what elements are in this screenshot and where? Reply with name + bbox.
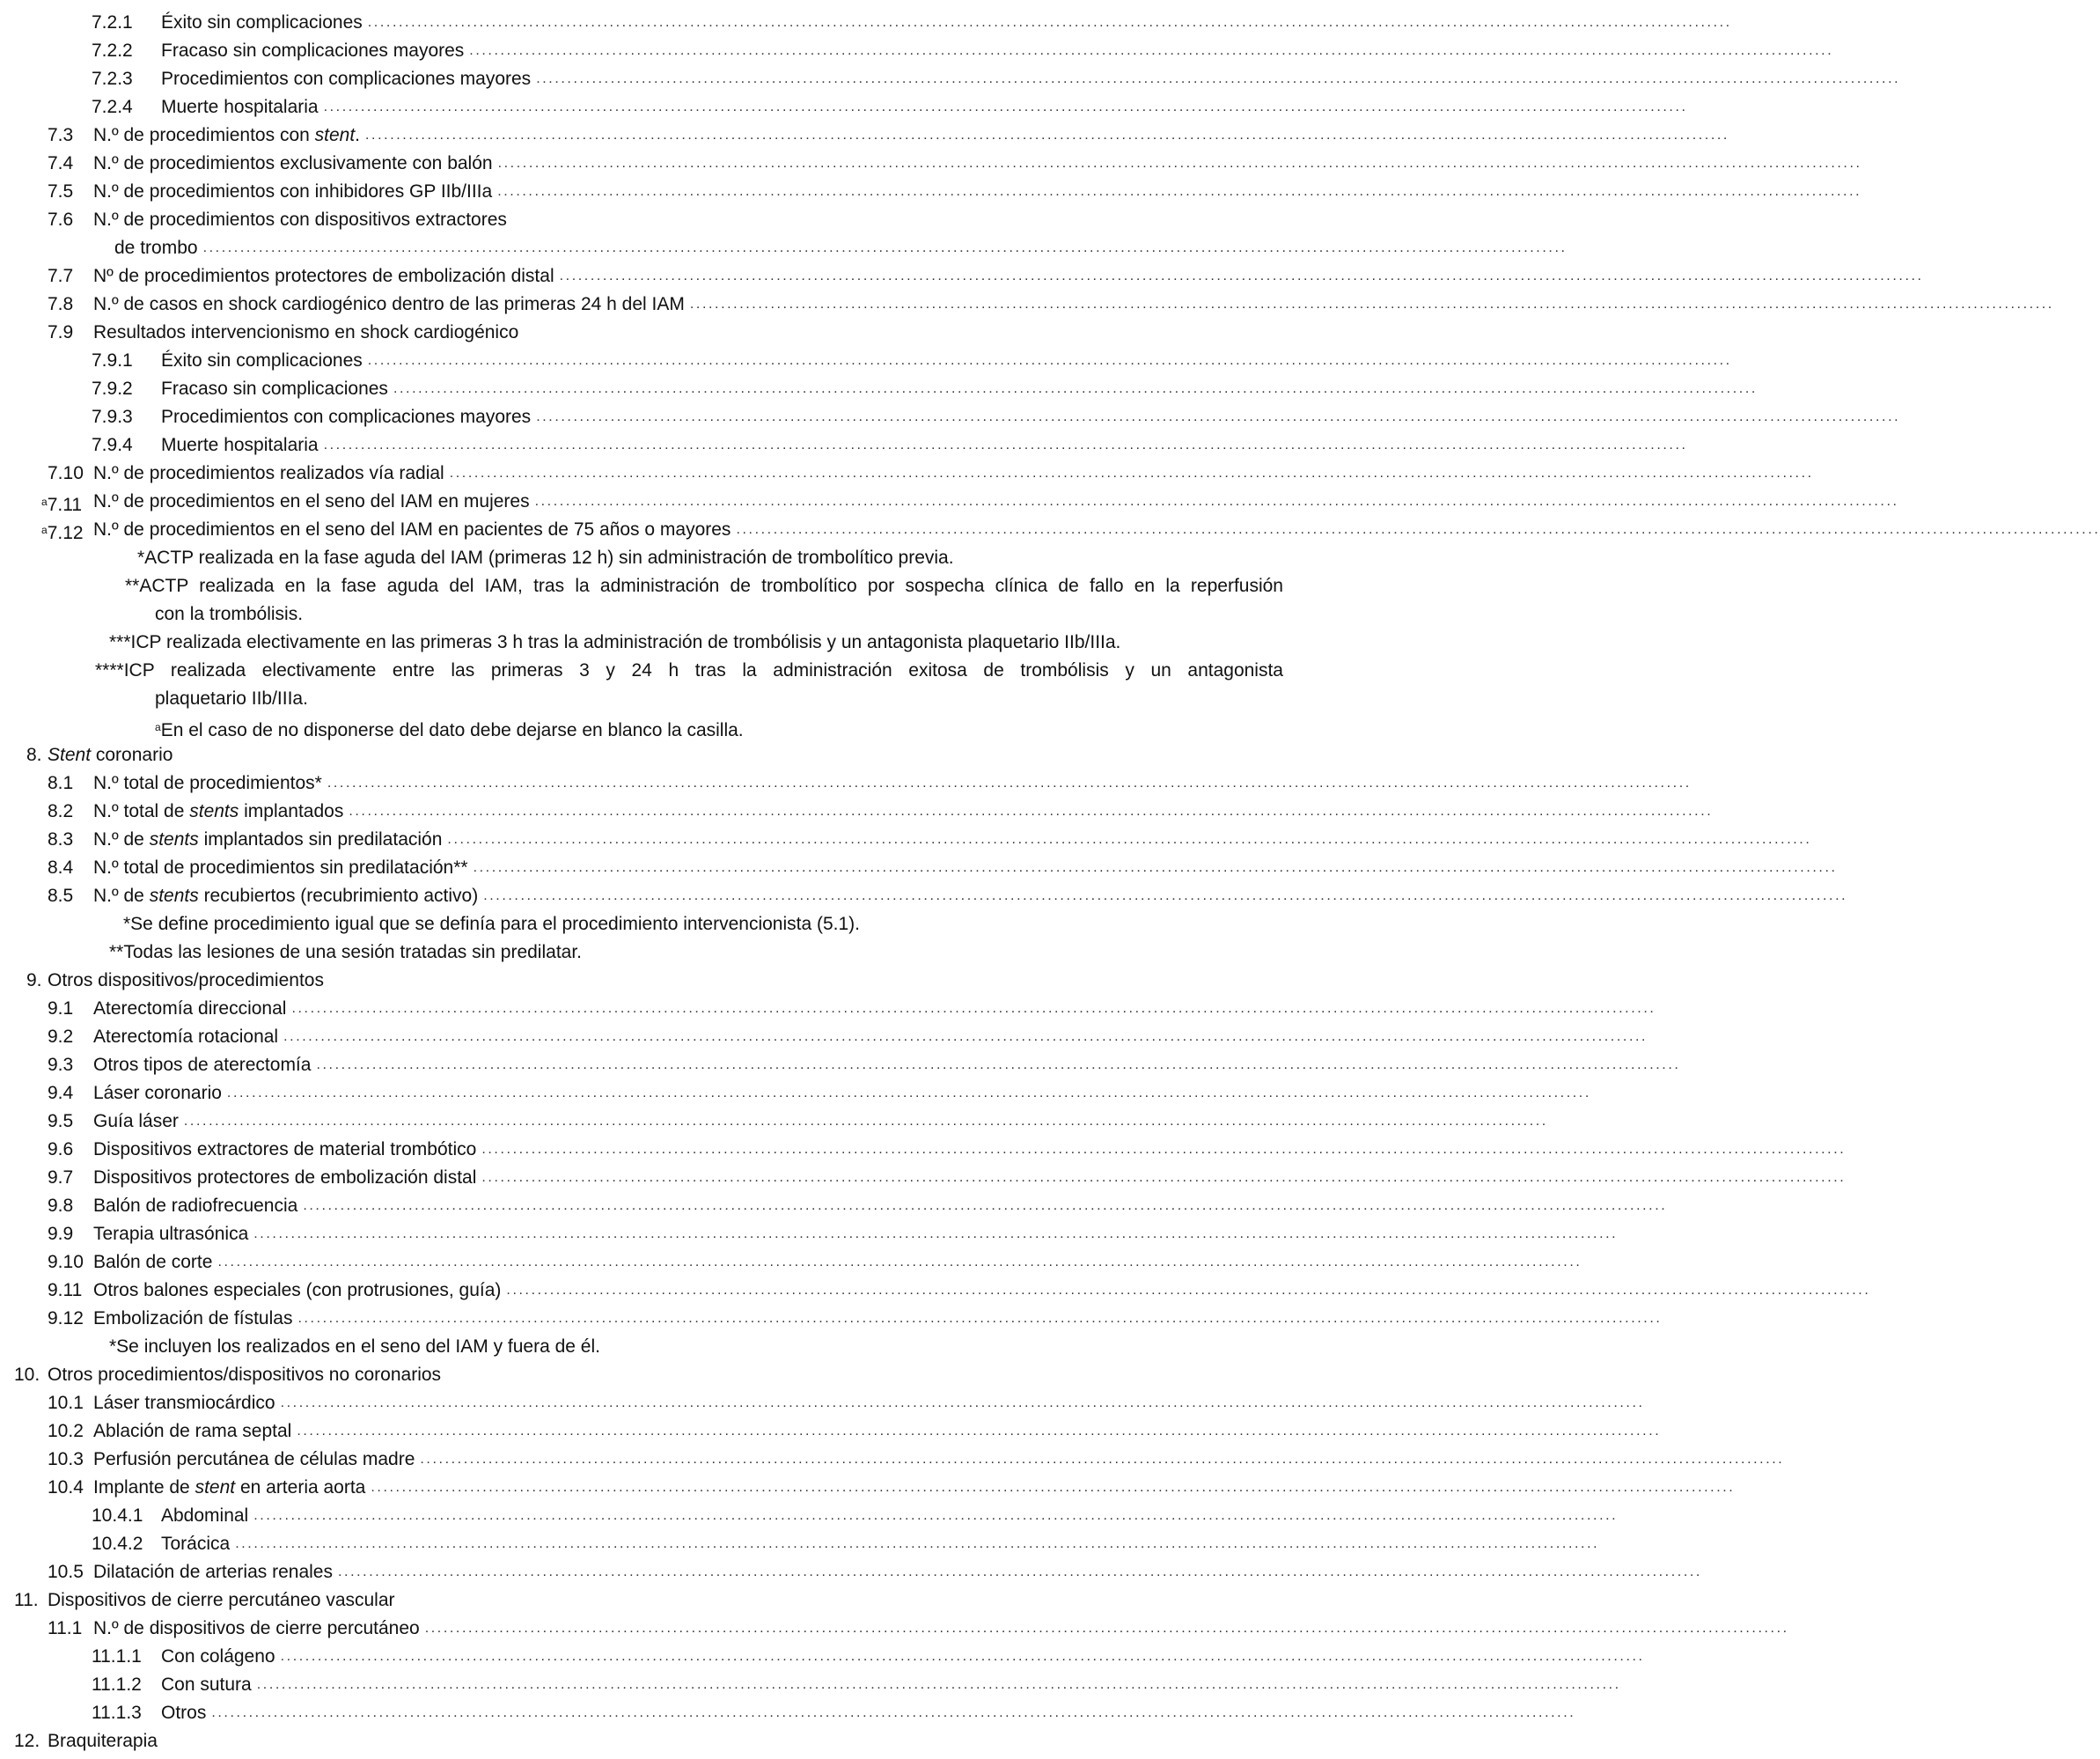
- item-number: 7.4: [48, 153, 74, 173]
- footnote-text: **ACTP realizada en la fase aguda del IAM, tras la administración de trombolítico por sospecha clínica de fallo en la reperfusión: [125, 576, 1283, 596]
- dot-leader: ............................................................................................................................................................................................................................: [367, 15, 1732, 30]
- dot-leader: ............................................................................................................................................................................................................................: [689, 297, 2054, 312]
- list-item: [0, 1220, 1619, 1248]
- item-number: 9.1: [48, 998, 74, 1019]
- item-label: Dispositivos extractores de material trombótico: [93, 1139, 477, 1159]
- dot-leader: ............................................................................................................................................................................................................................: [367, 353, 1732, 368]
- item-label: Otros tipos de aterectomía: [93, 1055, 312, 1075]
- dot-leader: ............................................................................................................................................................................................................................: [280, 1395, 1645, 1410]
- list-item: [0, 1305, 1663, 1333]
- item-number: 8.1: [48, 773, 74, 793]
- dot-leader: ............................................................................................................................................................................................................................: [337, 1564, 1702, 1579]
- section-title: Otros procedimientos/dispositivos no coronarios: [48, 1365, 442, 1385]
- item-number: 7.7: [48, 266, 74, 286]
- dot-leader: ............................................................................................................................................................................................................................: [217, 1255, 1582, 1270]
- list-item-continuation: [0, 234, 1568, 262]
- dot-leader: ............................................................................................................................................................................................................................: [483, 888, 1848, 903]
- list-item: [0, 1699, 1576, 1727]
- dot-leader: ............................................................................................................................................................................................................................: [497, 184, 1862, 199]
- section-number: 9.: [26, 970, 42, 990]
- dot-leader: ............................................................................................................................................................................................................................: [473, 860, 1838, 875]
- section-title: Dispositivos de cierre percutáneo vascular: [48, 1590, 395, 1610]
- list-item: [0, 1446, 1785, 1474]
- item-number: 9.4: [48, 1083, 74, 1103]
- footnote-text: *ACTP realizada en la fase aguda del IAM (primeras 12 h) sin administración de trombolítico previa.: [137, 548, 954, 568]
- item-number: 7.2.4: [92, 97, 133, 117]
- item-label: N.º total de procedimientos sin predilatación**: [93, 857, 468, 878]
- item-number: 7.10: [48, 463, 84, 483]
- item-label: Resultados intervencionismo en shock cardiogénico: [93, 322, 519, 342]
- dot-leader: ............................................................................................................................................................................................................................: [534, 494, 1899, 509]
- list-item: [0, 1192, 1668, 1220]
- item-label: N.º de procedimientos en el seno del IAM en mujeres: [93, 491, 530, 512]
- section-number: 8.: [26, 745, 42, 765]
- item-number: 9.11: [48, 1280, 83, 1300]
- dot-leader: ............................................................................................................................................................................................................................: [469, 43, 1834, 58]
- section-number: 10.: [14, 1365, 40, 1385]
- dot-leader: ............................................................................................................................................................................................................................: [323, 99, 1688, 114]
- item-number: 11.1.3: [92, 1703, 142, 1723]
- dot-leader: ............................................................................................................................................................................................................................: [202, 240, 1568, 255]
- item-number: 8.2: [48, 801, 74, 821]
- list-item: [0, 347, 1732, 375]
- dot-leader: ............................................................................................................................................................................................................................: [280, 1649, 1645, 1664]
- item-number: 9.5: [48, 1111, 74, 1131]
- list-item: [0, 995, 1656, 1023]
- dot-leader: ............................................................................................................................................................................................................................: [736, 522, 2100, 537]
- section-title: Stent coronario: [48, 745, 173, 765]
- item-label: Otros: [161, 1703, 207, 1723]
- footnote-text: con la trombólisis.: [155, 604, 304, 624]
- list-item: [0, 9, 1732, 37]
- dot-leader: ............................................................................................................................................................................................................................: [235, 1536, 1600, 1551]
- list-item: [0, 1023, 1648, 1051]
- item-label: Éxito sin complicaciones: [161, 12, 363, 33]
- footnote: [0, 1333, 1301, 1361]
- list-item: [0, 37, 1834, 65]
- item-label: Implante de stent en arteria aorta: [93, 1477, 366, 1498]
- item-label: N.º de procedimientos con dispositivos extractores: [93, 210, 507, 230]
- item-label: Procedimientos con complicaciones mayores: [161, 69, 532, 89]
- dot-leader: ............................................................................................................................................................................................................................: [420, 1452, 1785, 1467]
- item-label: N.º de casos en shock cardiogénico dentro de las primeras 24 h del IAM: [93, 294, 685, 314]
- section-heading: [0, 741, 1301, 769]
- list-item: [0, 1389, 1645, 1417]
- dot-leader: ............................................................................................................................................................................................................................: [449, 466, 1814, 481]
- list-item: [0, 1051, 1681, 1079]
- section-number: 11.: [14, 1590, 39, 1610]
- item-number: 7.2.3: [92, 69, 133, 89]
- item-label: de trombo: [114, 238, 198, 258]
- list-item: [0, 1502, 1619, 1530]
- dot-leader: ............................................................................................................................................................................................................................: [497, 156, 1862, 171]
- list-item: [0, 1558, 1702, 1586]
- dot-leader: ............................................................................................................................................................................................................................: [323, 438, 1688, 453]
- section-title: Otros dispositivos/procedimientos: [48, 970, 324, 990]
- footnote-text: ***ICP realizada electivamente en las primeras 3 h tras la administración de trombólisis y un antagonista plaquetario IIb/IIIa.: [109, 632, 1121, 652]
- item-number: 11.1: [48, 1618, 83, 1638]
- list-item: [0, 150, 1862, 178]
- dot-leader: ............................................................................................................................................................................................................................: [447, 832, 1812, 847]
- item-label: Éxito sin complicaciones: [161, 350, 363, 371]
- item-number: 9.7: [48, 1167, 74, 1188]
- list-item: [0, 882, 1848, 910]
- list-item: [0, 1643, 1645, 1671]
- list-item: [0, 319, 1301, 347]
- item-label: Con sutura: [161, 1674, 252, 1695]
- list-item: [0, 206, 1301, 234]
- footnote-text: **Todas las lesiones de una sesión tratadas sin predilatar.: [109, 942, 582, 962]
- item-label: Aterectomía direccional: [93, 998, 287, 1019]
- item-number: 7.3: [48, 125, 74, 145]
- item-label: N.º de procedimientos realizados vía radial: [93, 463, 444, 483]
- dot-leader: ............................................................................................................................................................................................................................: [183, 1114, 1548, 1129]
- footnote: [0, 713, 1301, 741]
- item-label: N.º de procedimientos en el seno del IAM en pacientes de 75 años o mayores: [93, 519, 731, 540]
- section-heading: [0, 1586, 1301, 1615]
- item-number: 10.1: [48, 1393, 84, 1413]
- footnote-continuation: [0, 600, 1301, 629]
- item-label: Nº de procedimientos protectores de embolización distal: [93, 266, 554, 286]
- footnote-text: ****ICP realizada electivamente entre las primeras 3 y 24 h tras la administración exitosa de trombólisis y un antagonista: [95, 660, 1283, 681]
- dot-leader: ............................................................................................................................................................................................................................: [316, 1057, 1681, 1072]
- dot-leader: ............................................................................................................................................................................................................................: [211, 1705, 1576, 1720]
- item-label: Otros balones especiales (con protrusiones, guía): [93, 1280, 502, 1300]
- list-item: [0, 1248, 1582, 1277]
- item-label: N.º total de procedimientos*: [93, 773, 322, 793]
- list-item: [0, 488, 1899, 516]
- item-number: $^a$7.12: [41, 523, 84, 543]
- section-heading: [0, 967, 1301, 995]
- item-label: Fracaso sin complicaciones: [161, 379, 388, 399]
- list-item: [0, 65, 1901, 93]
- item-number: 7.9.1: [92, 350, 133, 371]
- item-number: 10.4.2: [92, 1534, 143, 1554]
- dot-leader: ............................................................................................................................................................................................................................: [481, 1170, 1847, 1185]
- dot-leader: ............................................................................................................................................................................................................................: [424, 1621, 1789, 1636]
- list-item: [0, 1474, 1736, 1502]
- item-number: 7.9.3: [92, 407, 133, 427]
- dot-leader: ............................................................................................................................................................................................................................: [481, 1142, 1847, 1157]
- list-item: [0, 854, 1838, 882]
- dot-leader: ............................................................................................................................................................................................................................: [226, 1086, 1591, 1100]
- list-item: [0, 1417, 1662, 1446]
- footnote-text: plaquetario IIb/IIIa.: [155, 688, 308, 709]
- dot-leader: ............................................................................................................................................................................................................................: [536, 71, 1901, 86]
- list-item: [0, 1079, 1591, 1108]
- dot-leader: ............................................................................................................................................................................................................................: [303, 1198, 1668, 1213]
- item-number: 10.4: [48, 1477, 84, 1498]
- footnote: [0, 657, 1301, 685]
- dot-leader: ............................................................................................................................................................................................................................: [291, 1001, 1656, 1016]
- dot-leader: ............................................................................................................................................................................................................................: [297, 1311, 1663, 1326]
- dot-leader: ............................................................................................................................................................................................................................: [327, 776, 1692, 791]
- item-label: Torácica: [161, 1534, 231, 1554]
- item-number: 10.3: [48, 1449, 84, 1469]
- list-item: [0, 375, 1758, 403]
- section-heading: [0, 1727, 1301, 1755]
- item-label: N.º de procedimientos exclusivamente con balón: [93, 153, 493, 173]
- item-number: 7.6: [48, 210, 74, 230]
- item-label: Fracaso sin complicaciones mayores: [161, 40, 465, 61]
- footnote: [0, 572, 1301, 600]
- list-item: [0, 431, 1688, 460]
- item-number: 7.2.1: [92, 12, 133, 33]
- item-label: N.º de procedimientos con stent.: [93, 125, 361, 145]
- dot-leader: ............................................................................................................................................................................................................................: [371, 1480, 1736, 1495]
- list-item: [0, 1108, 1548, 1136]
- item-label: Balón de radiofrecuencia: [93, 1196, 298, 1216]
- item-number: 7.9.4: [92, 435, 133, 455]
- dot-leader: ............................................................................................................................................................................................................................: [256, 1677, 1621, 1692]
- list-item: [0, 1277, 1871, 1305]
- item-number: 9.8: [48, 1196, 74, 1216]
- item-label: Guía láser: [93, 1111, 179, 1131]
- footnote-text: $^a$En el caso de no disponerse del dato debe dejarse en blanco la casilla.: [155, 720, 744, 740]
- footnote-continuation: [0, 685, 1301, 713]
- item-number: 8.5: [48, 886, 74, 906]
- section-title: Braquiterapia: [48, 1731, 158, 1751]
- item-number: 8.3: [48, 829, 74, 850]
- item-label: Procedimientos con complicaciones mayores: [161, 407, 532, 427]
- list-item: [0, 516, 2100, 544]
- footnote-text: *Se define procedimiento igual que se definía para el procedimiento intervencionista (5.1).: [123, 914, 861, 934]
- item-label: N.º de stents recubiertos (recubrimiento activo): [93, 886, 479, 906]
- item-number: 7.9.2: [92, 379, 133, 399]
- list-item: [0, 1615, 1789, 1643]
- list-item: [0, 769, 1692, 798]
- item-number: 11.1.1: [92, 1646, 142, 1667]
- section-heading: [0, 1361, 1301, 1389]
- item-number: 9.10: [48, 1252, 84, 1272]
- item-label: Láser coronario: [93, 1083, 222, 1103]
- item-label: Balón de corte: [93, 1252, 213, 1272]
- list-item: [0, 1671, 1621, 1699]
- item-label: Dispositivos protectores de embolización distal: [93, 1167, 477, 1188]
- dot-leader: ............................................................................................................................................................................................................................: [536, 409, 1901, 424]
- dot-leader: ............................................................................................................................................................................................................................: [349, 804, 1714, 819]
- list-item: [0, 1136, 1847, 1164]
- item-label: Embolización de fístulas: [93, 1308, 293, 1328]
- item-label: Dilatación de arterias renales: [93, 1562, 333, 1582]
- list-item: [0, 460, 1814, 488]
- dot-leader: ............................................................................................................................................................................................................................: [365, 128, 1729, 143]
- item-label: N.º total de stents implantados: [93, 801, 344, 821]
- item-number: 10.5: [48, 1562, 84, 1582]
- item-number: $^a$7.11: [41, 495, 83, 515]
- dot-leader: ............................................................................................................................................................................................................................: [283, 1029, 1648, 1044]
- item-label: Perfusión percutánea de células madre: [93, 1449, 415, 1469]
- footnote-text: *Se incluyen los realizados en el seno del IAM y fuera de él.: [109, 1336, 600, 1357]
- dot-leader: ............................................................................................................................................................................................................................: [253, 1508, 1619, 1523]
- item-label: Abdominal: [161, 1505, 249, 1526]
- item-label: Aterectomía rotacional: [93, 1027, 279, 1047]
- item-number: 10.2: [48, 1421, 84, 1441]
- item-label: Ablación de rama septal: [93, 1421, 292, 1441]
- item-label: Con colágeno: [161, 1646, 275, 1667]
- item-number: 7.5: [48, 181, 74, 202]
- item-number: 9.3: [48, 1055, 74, 1075]
- list-item: [0, 403, 1901, 431]
- item-label: Láser transmiocárdico: [93, 1393, 275, 1413]
- list-item: [0, 798, 1714, 826]
- item-number: 9.9: [48, 1224, 74, 1244]
- item-number: 7.2.2: [92, 40, 133, 61]
- list-item: [0, 178, 1862, 206]
- item-label: Terapia ultrasónica: [93, 1224, 249, 1244]
- dot-leader: ............................................................................................................................................................................................................................: [559, 269, 1924, 283]
- dot-leader: ............................................................................................................................................................................................................................: [506, 1283, 1871, 1298]
- item-number: 10.4.1: [92, 1505, 143, 1526]
- footnote: [0, 910, 1301, 938]
- item-number: 7.9: [48, 322, 74, 342]
- item-number: 7.8: [48, 294, 74, 314]
- item-label: N.º de procedimientos con inhibidores GP IIb/IIIa: [93, 181, 493, 202]
- item-label: Muerte hospitalaria: [161, 97, 319, 117]
- item-label: Muerte hospitalaria: [161, 435, 319, 455]
- footnote: [0, 629, 1301, 657]
- dot-leader: ............................................................................................................................................................................................................................: [297, 1424, 1662, 1439]
- footnote: [0, 544, 1301, 572]
- list-item: [0, 121, 1729, 150]
- list-item: [0, 93, 1688, 121]
- list-item: [0, 1530, 1600, 1558]
- item-label: N.º de dispositivos de cierre percutáneo: [93, 1618, 420, 1638]
- item-number: 8.4: [48, 857, 74, 878]
- list-item: [0, 291, 2054, 319]
- section-number: 12.: [14, 1731, 40, 1751]
- footnote: [0, 938, 1301, 967]
- item-number: 9.12: [48, 1308, 84, 1328]
- item-number: 11.1.2: [92, 1674, 142, 1695]
- item-number: 9.6: [48, 1139, 74, 1159]
- item-number: 9.2: [48, 1027, 74, 1047]
- dot-leader: ............................................................................................................................................................................................................................: [253, 1226, 1619, 1241]
- list-item: [0, 1164, 1847, 1192]
- dot-leader: ............................................................................................................................................................................................................................: [393, 381, 1758, 396]
- list-item: [0, 826, 1812, 854]
- item-label: N.º de stents implantados sin predilatación: [93, 829, 443, 850]
- list-item: [0, 262, 1924, 291]
